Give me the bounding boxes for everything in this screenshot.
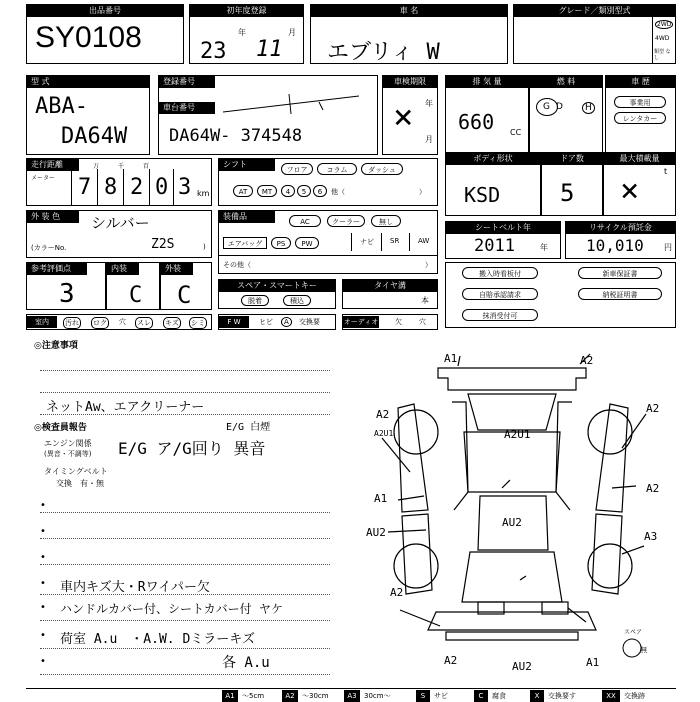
seatbelt-value: 2011	[474, 236, 515, 256]
inspection-expiry-box	[382, 75, 438, 155]
remark-rule-1	[40, 512, 330, 513]
doc-sign-attached: 搬入時看板付	[462, 267, 538, 279]
remark-rule-6	[40, 648, 330, 649]
diagram-mark-bottom-au2: AU2	[512, 660, 532, 673]
score-box	[26, 262, 106, 310]
seatbelt-year-unit: 年	[540, 243, 548, 252]
history-box	[605, 75, 676, 153]
mileage-unit: km	[197, 189, 210, 198]
equipment-pw: PW	[295, 237, 319, 249]
model-box	[26, 75, 150, 155]
capacity-value: ×	[620, 171, 640, 209]
inspection-year-unit: 年	[425, 99, 433, 108]
diagram-mark-front-a1: A1	[444, 352, 458, 365]
remark-2: ハンドルカバー付、シートカバー付 ヤケ	[60, 602, 283, 616]
diagram-mark-left-side-a1: A1	[374, 492, 388, 505]
remark-1: 車内キズ大・Rワイパー欠	[60, 580, 210, 595]
inspection-expiry-label: 車検期限	[383, 76, 437, 88]
timing-label: タイミングベルト	[44, 467, 108, 476]
shift-option-5: 5	[297, 185, 311, 197]
lot-number-box	[26, 4, 184, 64]
mileage-place-man: 万	[93, 163, 100, 170]
shift-option-4: 4	[281, 185, 295, 197]
remark-rule-7	[40, 674, 330, 675]
registration-label: 登録番号	[159, 76, 215, 88]
doors-label: ドア数	[542, 153, 602, 165]
bullet-7: •	[40, 656, 46, 667]
shift-label: シフト	[219, 159, 275, 171]
capacity-box	[603, 152, 676, 216]
equipment-airbag: エアバッグ	[223, 237, 267, 249]
bullet-2: •	[40, 526, 46, 537]
remark-rule-3	[40, 564, 330, 565]
inspector-title: ◎検査員報告	[34, 423, 87, 433]
engine-sub: (異音・不調等)	[44, 450, 92, 458]
legend-a2: A2	[282, 690, 298, 702]
doc-new-car-warranty: 新車保証書	[578, 267, 662, 279]
exterior-label: 外装	[161, 263, 193, 275]
interior-status-scrape: スレ	[137, 319, 151, 327]
interior-status-roku: ロク	[93, 319, 107, 327]
remark-rule-2	[40, 538, 330, 539]
audio-status-bar	[342, 314, 438, 330]
body-shape-box	[445, 152, 541, 216]
inspection-expiry-value: ×	[393, 97, 414, 137]
spare-key-loaded: 積込	[283, 295, 311, 306]
interior-label: 内装	[107, 263, 139, 275]
mileage-digit-5-text: 3	[178, 175, 192, 200]
registration-box	[158, 75, 378, 155]
shift-option-6: 6	[313, 185, 327, 197]
registration-scribble	[219, 90, 369, 118]
audio-option-hole: 穴	[419, 318, 426, 326]
mileage-meter-label: メーター	[31, 175, 56, 182]
reg-month-unit: 月	[288, 28, 296, 37]
inspection-month-unit: 月	[425, 135, 433, 144]
spare-key-detach: 脱着	[241, 295, 269, 306]
caution-title: ◎注意事項	[34, 341, 78, 351]
diagram-mark-left-back-a2: A2	[390, 586, 404, 599]
fuel-option-h: H	[582, 102, 595, 114]
mileage-digit-5	[173, 169, 195, 205]
diagram-mark-bottom-a1: A1	[586, 656, 600, 669]
remark-4: 各 A.u	[222, 655, 270, 671]
doors-value: 5	[560, 179, 575, 207]
recycle-value: 10,010	[586, 236, 644, 255]
mileage-digit-1-text: 7	[78, 175, 92, 200]
equipment-aw	[409, 233, 437, 251]
recycle-box	[565, 221, 676, 259]
tire-label: タイヤ溝	[343, 280, 437, 292]
equipment-other-close: ）	[425, 261, 432, 269]
drive-4wd: 4WD	[655, 35, 670, 42]
grade-label: グレード／類別型式	[514, 5, 675, 17]
exterior-color-code-label: (カラーNo.	[31, 244, 67, 252]
equipment-none: 無し	[371, 215, 401, 227]
equipment-aw-text: AW	[418, 237, 430, 245]
legend-c-desc: 腐食	[492, 692, 506, 700]
doc-tax-certificate: 納税証明書	[578, 288, 662, 300]
shift-option-mt: MT	[257, 185, 277, 197]
diagram-mark-left-rear-au2: AU2	[366, 526, 386, 539]
chassis-value: DA64W- 374548	[169, 126, 303, 146]
interior-value: C	[129, 283, 143, 308]
chassis-label: 車台番号	[159, 102, 215, 114]
displacement-value: 660	[458, 110, 495, 134]
doc-insurance-request: 自賠承認請求	[462, 288, 538, 300]
diagram-mark-right-rear-a3: A3	[644, 530, 658, 543]
recycle-unit: 円	[664, 243, 672, 252]
interior-status-stain: シミ	[191, 319, 205, 327]
exterior-color-code-value: Z2S	[151, 237, 175, 252]
spare-label: スペア	[624, 629, 643, 636]
remark-rule-4	[40, 594, 330, 595]
spare-key-box	[218, 279, 336, 309]
shift-option-other-close: ）	[419, 188, 426, 196]
interior-status-dirt: 汚れ	[65, 319, 79, 327]
displacement-unit: CC	[510, 128, 522, 137]
equipment-navi	[351, 233, 381, 251]
fuel-label: 燃 料	[530, 76, 602, 88]
displacement-label: 排 気 量	[446, 76, 528, 88]
fuel-box	[529, 75, 603, 153]
model-label: 型 式	[27, 76, 149, 88]
fw-option-replace: 交換要	[299, 318, 320, 326]
car-name-label: 車 名	[311, 5, 507, 17]
legend-a1-desc: ～5cm	[242, 692, 265, 700]
mileage-place-sen: 千	[118, 163, 125, 170]
bullet-1: •	[40, 500, 46, 511]
first-registration-label: 初年度登録	[190, 5, 303, 17]
engine-note: E/G ア/G回り 異音	[118, 439, 266, 458]
equipment-divider	[219, 255, 437, 256]
exterior-box	[160, 262, 212, 310]
caution-rule-3	[40, 414, 330, 415]
legend-bar	[26, 688, 676, 701]
fw-option-a: A	[281, 317, 292, 327]
bullet-3: •	[40, 552, 46, 563]
legend-x-desc: 交換要す	[548, 692, 576, 700]
mileage-digit-2	[97, 169, 123, 205]
legend-s: S	[416, 690, 430, 702]
caution-rule-2	[40, 392, 330, 393]
reg-month-value: 11	[256, 37, 283, 62]
fuel-option-d: D	[556, 102, 563, 112]
recycle-label: リサイクル預託金	[566, 222, 675, 234]
shift-option-dash: ダッシュ	[361, 163, 403, 175]
legend-a2-desc: ～30cm	[302, 692, 329, 700]
displacement-box	[445, 75, 529, 153]
caution-text: ネットAw、エアクリーナー	[46, 400, 205, 415]
equipment-cooler: クーラー	[327, 215, 365, 227]
capacity-label: 最大積載量	[604, 153, 675, 165]
lot-number-label: 出品番号	[27, 5, 183, 17]
diagram-mark-right-front-a2: A2	[646, 402, 660, 415]
documents-box	[445, 262, 676, 328]
reg-year-unit: 年	[238, 28, 246, 37]
legend-s-desc: サビ	[434, 692, 448, 700]
history-label: 車 歴	[606, 76, 675, 88]
audio-status-label: オーディオ	[343, 318, 379, 326]
legend-c: C	[474, 690, 488, 702]
diagram-mark-left-wheel-u1: A2U1	[374, 429, 394, 438]
drive-2wd: 2WD	[657, 21, 672, 28]
equipment-navi-text: ナビ	[360, 238, 374, 246]
tire-unit: 本	[421, 296, 429, 305]
exterior-color-label: 外 装 色	[27, 211, 79, 223]
spare-mark: 無	[640, 646, 647, 654]
score-label: 参考評価点	[27, 263, 87, 275]
mileage-digit-3	[123, 169, 149, 205]
shift-option-at: AT	[233, 185, 253, 197]
legend-a3: A3	[344, 690, 360, 702]
score-value: 3	[59, 279, 75, 309]
equipment-sr-text: SR	[390, 237, 400, 245]
bullet-5: •	[40, 602, 46, 613]
mileage-digit-4	[149, 169, 173, 205]
mileage-place-hyaku: 百	[143, 163, 150, 170]
car-name-value: エブリィ W	[327, 40, 440, 65]
fuel-option-g: G	[543, 102, 550, 112]
model-value-1: ABA-	[35, 94, 88, 119]
body-shape-label: ボディ形状	[446, 153, 540, 165]
doc-deregistration: 抹消受付可	[462, 309, 538, 321]
legend-xx: XX	[602, 690, 620, 702]
exterior-color-code-close: )	[203, 243, 206, 251]
mileage-digit-3-text: 2	[130, 175, 144, 200]
fw-status-label: F W	[219, 316, 249, 328]
interior-status-hole: 穴	[119, 318, 126, 326]
timing-options: 交換 有・無	[56, 479, 104, 488]
first-registration-box	[189, 4, 304, 64]
spare-tire-icon	[623, 639, 641, 657]
mileage-label: 走行距離	[27, 159, 79, 171]
engine-label: エンジン関係	[44, 439, 92, 448]
model-value-2: DA64W	[61, 124, 128, 149]
diagram-mark-roof-a2u1: A2U1	[504, 428, 531, 441]
seatbelt-label: シートベルト年	[446, 222, 560, 234]
shift-option-column: コラム	[317, 163, 357, 175]
exterior-value: C	[177, 281, 192, 309]
grade-box	[513, 4, 676, 64]
mileage-digit-4-text: 0	[155, 175, 169, 200]
exterior-color-box	[26, 210, 212, 258]
equipment-ac: AC	[289, 215, 321, 227]
diagram-mark-bottom-a2: A2	[444, 654, 458, 667]
drive-none: 類型 なし	[654, 49, 671, 61]
legend-a3-desc: 30cm～	[364, 692, 391, 700]
equipment-label: 装備品	[219, 211, 275, 223]
legend-x: X	[530, 690, 544, 702]
history-option-rental: レンタカー	[614, 112, 666, 124]
diagram-mark-right-side-a2: A2	[646, 482, 660, 495]
equipment-ps: PS	[271, 237, 291, 249]
diagram-mark-center-au2: AU2	[502, 516, 522, 529]
drive-type-column	[652, 17, 677, 63]
equipment-box	[218, 210, 438, 274]
body-shape-value: KSD	[464, 183, 501, 207]
interior-box	[106, 262, 160, 310]
history-option-business: 事業用	[614, 96, 666, 108]
diagram-mark-left-front-a2: A2	[376, 408, 390, 421]
seatbelt-box	[445, 221, 561, 259]
bullet-4: •	[40, 578, 46, 589]
remark-3: 荷室 A.u ・A.W. Dミラーキズ	[60, 632, 256, 647]
reg-year-value: 23	[200, 39, 227, 64]
legend-a1: A1	[222, 690, 238, 702]
equipment-sr	[381, 233, 409, 251]
audio-option-missing: 欠	[395, 318, 402, 326]
equipment-other: その他（	[223, 261, 251, 269]
capacity-unit: t	[664, 167, 668, 176]
interior-status-label: 室内	[27, 316, 57, 328]
car-damage-diagram	[340, 340, 690, 680]
fw-status-bar	[218, 314, 336, 330]
spare-key-label: スペア・スマートキー	[219, 280, 335, 292]
remark-rule-5	[40, 620, 330, 621]
mileage-box	[26, 158, 212, 206]
interior-status-scratch: キズ	[165, 319, 179, 327]
shift-box	[218, 158, 438, 206]
diagram-mark-front-a2: A2	[580, 354, 594, 367]
doors-box	[541, 152, 603, 216]
legend-xx-desc: 交換跡	[624, 692, 645, 700]
exterior-color-value: シルバー	[91, 214, 150, 232]
shift-option-floor: フロア	[281, 163, 313, 175]
caution-rule-1	[40, 370, 330, 371]
fw-option-crack: ヒビ	[259, 318, 273, 326]
mileage-digit-2-text: 8	[104, 175, 118, 200]
shift-option-other: 他（	[331, 188, 345, 196]
bullet-6: •	[40, 630, 46, 641]
interior-status-bar	[26, 314, 212, 330]
car-name-box	[310, 4, 508, 64]
engine-note-top: E/G 白煙	[226, 422, 271, 433]
tire-box	[342, 279, 438, 309]
lot-number-value: SY0108	[35, 21, 142, 54]
mileage-digit-1	[71, 169, 97, 205]
